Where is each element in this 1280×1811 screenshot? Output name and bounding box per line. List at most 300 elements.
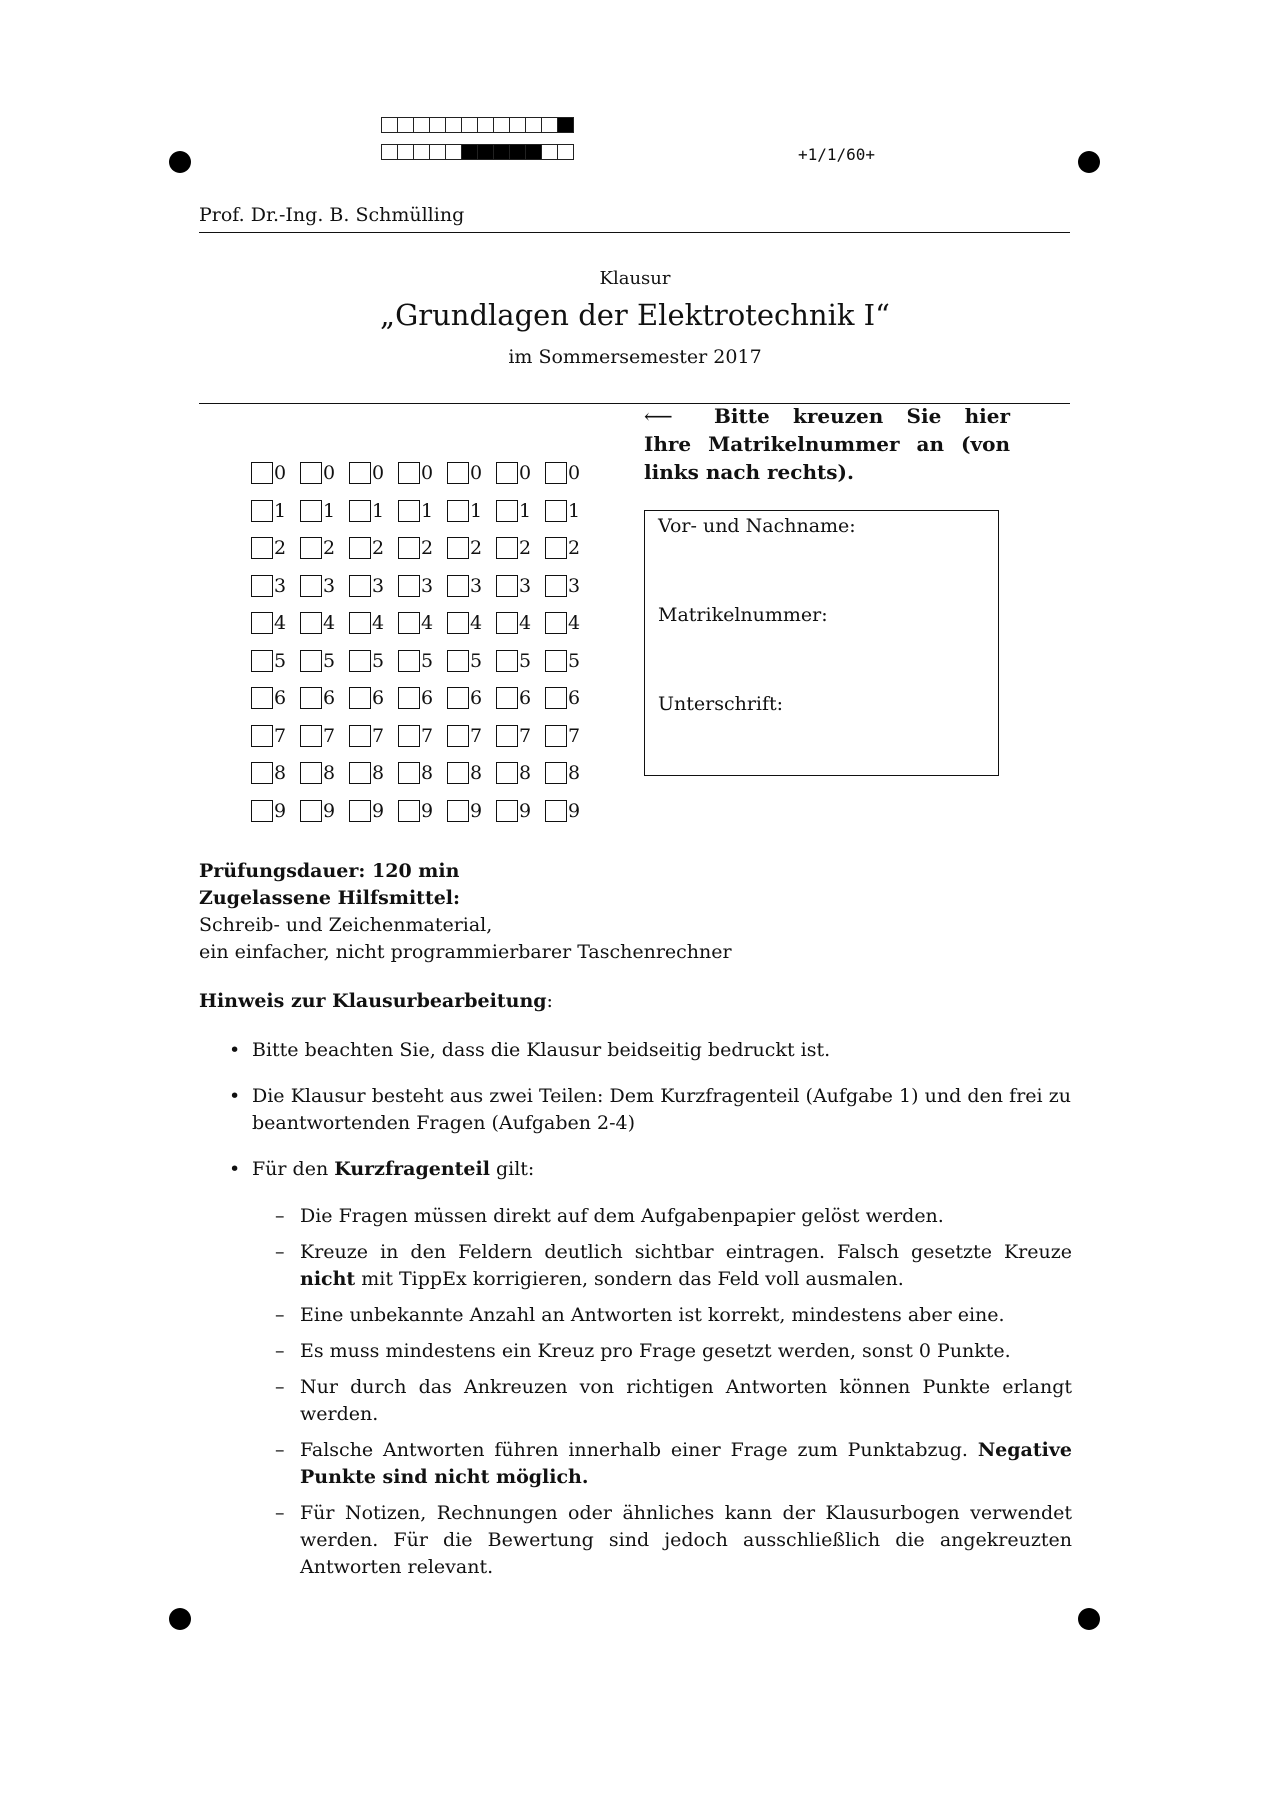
matrikel-digit-label: 2 — [470, 537, 483, 559]
matrikel-row — [251, 500, 594, 538]
matrikel-checkbox[interactable] — [251, 725, 273, 747]
matrikel-cell — [251, 500, 300, 522]
matrikel-digit-label: 3 — [519, 574, 532, 597]
matrikel-digit-label: 7 — [421, 724, 434, 747]
barcode-cell — [541, 144, 558, 160]
matrikel-digit-label: 9 — [274, 799, 287, 822]
name-field-label: Vor- und Nachname: — [658, 515, 856, 537]
matrikel-cell — [447, 500, 496, 522]
bullet-icon: • — [229, 1158, 241, 1180]
matrikel-digit-label: 9 — [372, 799, 385, 822]
matrikel-digit-label: 1 — [372, 499, 385, 522]
matrikel-cell — [300, 725, 349, 747]
matrikel-checkbox[interactable] — [398, 762, 420, 784]
bullet-icon: • — [229, 1085, 241, 1107]
barcode-cell — [381, 144, 398, 160]
matrikel-digit-label: 7 — [519, 724, 532, 747]
bullet-text-bold: Kurzfragenteil — [334, 1158, 490, 1180]
matrikel-digit-label: 6 — [274, 687, 287, 709]
matrikel-digit-label: 0 — [421, 462, 434, 484]
registration-mark-top-right — [1078, 151, 1100, 173]
matrikel-cell — [398, 800, 447, 822]
matrikel-cell — [251, 575, 300, 597]
matrikel-cell — [349, 762, 398, 784]
matrikel-checkbox[interactable] — [300, 612, 322, 634]
matrikel-cell — [398, 462, 447, 484]
matrikel-digit-label: 0 — [519, 462, 532, 484]
matrikel-checkbox[interactable] — [300, 500, 322, 522]
bullet-text-post: gilt: — [489, 1158, 535, 1180]
matrikel-digit-label: 1 — [421, 499, 434, 522]
matrikel-checkbox[interactable] — [496, 612, 518, 634]
matrikel-checkbox[interactable] — [496, 537, 518, 559]
matrikel-digit-label: 5 — [470, 649, 483, 672]
dash-icon: – — [275, 1502, 285, 1524]
author: Prof. Dr.-Ing. B. Schmülling — [199, 204, 465, 226]
hint-heading-colon: : — [546, 990, 553, 1012]
matrikel-checkbox[interactable] — [300, 462, 322, 484]
matrikel-checkbox[interactable] — [447, 537, 469, 559]
matrikel-checkbox[interactable] — [251, 500, 273, 522]
matrikel-checkbox[interactable] — [496, 762, 518, 784]
matrikel-checkbox[interactable] — [300, 800, 322, 822]
matrikel-digit-label: 5 — [568, 649, 581, 672]
matrikel-cell — [447, 687, 496, 709]
matrikel-checkbox[interactable] — [251, 537, 273, 559]
matrikel-digit-label: 9 — [421, 799, 434, 822]
matrikel-checkbox[interactable] — [545, 687, 567, 709]
bullet-icon: • — [229, 1039, 241, 1061]
exam-semester: im Sommersemester 2017 — [508, 346, 762, 368]
list-item — [225, 1083, 1071, 1137]
barcode-cell — [477, 117, 494, 133]
barcode-cell — [429, 117, 446, 133]
matrikel-cell — [545, 762, 594, 784]
matrikel-checkbox[interactable] — [300, 537, 322, 559]
matrikel-checkbox[interactable] — [251, 800, 273, 822]
matrikel-cell — [447, 725, 496, 747]
rule-text-pre: Kreuze in den Feldern deutlich sichtbar eintragen. Falsch gesetzte Kreuze — [300, 1241, 1072, 1263]
matrikel-checkbox[interactable] — [545, 537, 567, 559]
matrikel-row — [251, 650, 594, 688]
matrikel-checkbox[interactable] — [447, 762, 469, 784]
matrikel-checkbox[interactable] — [496, 462, 518, 484]
matrikel-digit-label: 8 — [519, 762, 532, 784]
matrikel-checkbox[interactable] — [251, 612, 273, 634]
matrikel-cell — [251, 725, 300, 747]
matrikel-checkbox[interactable] — [545, 762, 567, 784]
matrikel-cell — [398, 575, 447, 597]
signature-field-label: Unterschrift: — [658, 693, 784, 715]
matrikel-digit-label: 9 — [323, 799, 336, 822]
matrikel-checkbox[interactable] — [398, 537, 420, 559]
matrikel-cell — [251, 462, 300, 484]
matrikel-cell — [545, 575, 594, 597]
matrikel-checkbox[interactable] — [349, 612, 371, 634]
matrikel-digit-label: 2 — [274, 537, 287, 559]
matrikel-digit-label: 7 — [470, 724, 483, 747]
matrikel-digit-label: 7 — [568, 724, 581, 747]
hint-heading — [199, 990, 553, 1012]
matrikel-row — [251, 725, 594, 763]
matrikel-digit-label: 6 — [372, 687, 385, 709]
matrikel-checkbox[interactable] — [447, 650, 469, 672]
matrikel-digit-label: 0 — [274, 462, 287, 484]
list-item — [275, 1203, 1072, 1230]
matrikel-digit-label: 3 — [323, 574, 336, 597]
matrikel-checkbox[interactable] — [398, 725, 420, 747]
matrikel-cell — [447, 575, 496, 597]
dash-icon: – — [275, 1376, 285, 1398]
rule-text: Eine unbekannte Anzahl an Antworten ist korrekt, mindestens aber eine. — [300, 1304, 1005, 1326]
matrikel-checkbox[interactable] — [398, 500, 420, 522]
matrikel-checkbox[interactable] — [349, 500, 371, 522]
matrikel-digit-label: 6 — [568, 687, 581, 709]
matrikel-row — [251, 537, 594, 575]
matrikel-cell — [447, 762, 496, 784]
matrikel-digit-label: 9 — [568, 799, 581, 822]
barcode-cell — [445, 117, 462, 133]
matrikel-digit-label: 4 — [421, 612, 434, 634]
matrikel-cell — [496, 687, 545, 709]
matrikel-cell — [300, 575, 349, 597]
matrikel-cell — [496, 800, 545, 822]
matrikel-digit-label: 1 — [519, 499, 532, 522]
matrikel-digit-label: 4 — [323, 612, 336, 634]
matrikel-cell — [300, 687, 349, 709]
matrikel-cell — [545, 462, 594, 484]
matrikel-checkbox[interactable] — [447, 800, 469, 822]
name-box — [644, 510, 999, 776]
matrikel-cell — [496, 612, 545, 634]
matrikel-cell — [300, 762, 349, 784]
matrikel-cell — [251, 687, 300, 709]
matrikel-row — [251, 687, 594, 725]
rule-text-pre: Falsche Antworten führen innerhalb einer Frage zum Punktabzug. — [300, 1439, 978, 1461]
matrikel-checkbox[interactable] — [545, 725, 567, 747]
matrikel-cell — [300, 500, 349, 522]
matrikel-cell — [349, 612, 398, 634]
bullet-text: Die Klausur besteht aus zwei Teilen: Dem Kurzfragenteil (Aufgabe 1) und den frei zu beantwortenden Fragen (Aufgaben 2-4) — [252, 1085, 1071, 1134]
matrikel-checkbox[interactable] — [398, 575, 420, 597]
short-question-rules — [275, 1203, 1072, 1590]
matrikel-row — [251, 762, 594, 800]
matrikel-checkbox[interactable] — [300, 575, 322, 597]
dash-icon: – — [275, 1241, 285, 1263]
list-item — [225, 1156, 1071, 1183]
matrikel-cell — [398, 687, 447, 709]
list-item — [275, 1239, 1072, 1293]
matrikel-digit-label: 3 — [274, 574, 287, 597]
matrikel-cell — [496, 500, 545, 522]
matrikel-digit-label: 7 — [274, 724, 287, 747]
matrikel-checkbox[interactable] — [300, 687, 322, 709]
matrikel-digit-label: 8 — [274, 762, 287, 784]
matrikel-digit-label: 5 — [372, 649, 385, 672]
matrikel-cell — [300, 800, 349, 822]
matrikel-digit-label: 5 — [274, 649, 287, 672]
matrikel-digit-label: 0 — [372, 462, 385, 484]
matrikel-cell — [545, 687, 594, 709]
dash-icon: – — [275, 1340, 285, 1362]
matrikel-cell — [349, 575, 398, 597]
list-item — [275, 1437, 1072, 1491]
bullet-text: Bitte beachten Sie, dass die Klausur beidseitig bedruckt ist. — [252, 1039, 831, 1061]
matrikel-cell — [349, 687, 398, 709]
exam-type: Klausur — [599, 268, 671, 289]
matrikel-cell — [251, 650, 300, 672]
exam-duration: Prüfungsdauer: 120 min — [199, 860, 460, 882]
barcode-cell — [493, 144, 510, 160]
matrikel-cell — [349, 800, 398, 822]
matrikel-checkbox[interactable] — [496, 575, 518, 597]
matrikel-cell — [398, 537, 447, 559]
barcode-cell — [557, 117, 574, 133]
matrikel-cell — [300, 650, 349, 672]
matrikel-row — [251, 462, 594, 500]
matrikel-checkbox[interactable] — [398, 612, 420, 634]
matrikel-cell — [349, 500, 398, 522]
matrikel-cell — [398, 762, 447, 784]
registration-mark-bottom-right — [1078, 1608, 1100, 1630]
barcode-cell — [445, 144, 462, 160]
matrikel-digit-label: 4 — [519, 612, 532, 634]
matrikel-checkbox[interactable] — [398, 687, 420, 709]
matrikel-cell — [251, 762, 300, 784]
matrikel-checkbox[interactable] — [496, 650, 518, 672]
matrikel-checkbox[interactable] — [349, 462, 371, 484]
matrikel-checkbox[interactable] — [300, 762, 322, 784]
matrikel-cell — [496, 650, 545, 672]
rule-text-post: mit TippEx korrigieren, sondern das Feld voll ausmalen. — [355, 1268, 904, 1290]
matrikel-checkbox[interactable] — [545, 575, 567, 597]
exam-title: „Grundlagen der Elektrotechnik I“ — [380, 298, 890, 332]
matrikel-row — [251, 612, 594, 650]
matrikel-digit-label: 2 — [372, 537, 385, 559]
matrikel-checkbox[interactable] — [398, 800, 420, 822]
matrikel-checkbox[interactable] — [447, 500, 469, 522]
matrikel-row — [251, 575, 594, 613]
matrikel-digit-label: 2 — [323, 537, 336, 559]
matrikel-checkbox[interactable] — [349, 537, 371, 559]
matrikel-cell — [398, 500, 447, 522]
matrikel-digit-label: 4 — [470, 612, 483, 634]
matrikel-cell — [251, 800, 300, 822]
matrikel-checkbox[interactable] — [545, 800, 567, 822]
rule-text: Es muss mindestens ein Kreuz pro Frage gesetzt werden, sonst 0 Punkte. — [300, 1340, 1011, 1362]
matrikel-checkbox[interactable] — [545, 500, 567, 522]
list-item — [275, 1338, 1072, 1365]
matrikel-grid — [251, 462, 594, 837]
matrikel-checkbox[interactable] — [447, 725, 469, 747]
matrikel-cell — [545, 725, 594, 747]
dash-icon: – — [275, 1439, 285, 1461]
matrikel-digit-label: 0 — [568, 462, 581, 484]
matrikel-checkbox[interactable] — [349, 800, 371, 822]
matrikel-instruction — [644, 402, 1010, 486]
matrikel-cell — [447, 537, 496, 559]
matrikel-digit-label: 1 — [568, 499, 581, 522]
matrikel-digit-label: 2 — [421, 537, 434, 559]
list-item — [275, 1374, 1072, 1428]
rule-text-bold: Negative Punkte sind nicht möglich. — [300, 1439, 1072, 1488]
list-item — [275, 1500, 1072, 1581]
barcode-cell — [509, 144, 526, 160]
matrikel-digit-label: 2 — [519, 537, 532, 559]
page-code: +1/1/60+ — [798, 145, 876, 164]
matrikel-digit-label: 1 — [274, 499, 287, 522]
matrikel-digit-label: 3 — [470, 574, 483, 597]
matrikel-cell — [496, 462, 545, 484]
matrikel-digit-label: 3 — [372, 574, 385, 597]
barcode-cell — [381, 117, 398, 133]
matrikel-checkbox[interactable] — [349, 575, 371, 597]
exam-info — [199, 858, 732, 966]
matrikel-cell — [398, 612, 447, 634]
barcode-cell — [525, 144, 542, 160]
matrikel-digit-label: 7 — [323, 724, 336, 747]
barcode-cell — [477, 144, 494, 160]
matrikel-cell — [496, 537, 545, 559]
matrikel-cell — [300, 537, 349, 559]
matrikel-cell — [545, 800, 594, 822]
matrikel-checkbox[interactable] — [349, 687, 371, 709]
matrikel-checkbox[interactable] — [398, 462, 420, 484]
bullet-text-pre: Für den — [252, 1158, 335, 1180]
matrikel-digit-label: 7 — [372, 724, 385, 747]
matrikel-cell — [447, 800, 496, 822]
matrikel-digit-label: 9 — [519, 799, 532, 822]
barcode-cell — [413, 144, 430, 160]
matrikel-row — [251, 800, 594, 838]
barcode-cell — [557, 144, 574, 160]
matrikel-cell — [251, 612, 300, 634]
matrikel-digit-label: 4 — [274, 612, 287, 634]
dash-icon: – — [275, 1304, 285, 1326]
hint-heading-text: Hinweis zur Klausurbearbeitung — [199, 990, 547, 1012]
barcode-cell — [413, 117, 430, 133]
matrikel-checkbox[interactable] — [496, 687, 518, 709]
matrikel-checkbox[interactable] — [251, 687, 273, 709]
matrikel-checkbox[interactable] — [300, 650, 322, 672]
matrikel-digit-label: 3 — [421, 574, 434, 597]
matrikel-cell — [251, 537, 300, 559]
matrikel-digit-label: 8 — [470, 762, 483, 784]
matrikel-cell — [398, 725, 447, 747]
matrikel-checkbox[interactable] — [251, 462, 273, 484]
matrikel-checkbox[interactable] — [349, 725, 371, 747]
rule-text: Die Fragen müssen direkt auf dem Aufgabenpapier gelöst werden. — [300, 1205, 944, 1227]
page-barcode-row-1 — [381, 117, 573, 133]
barcode-cell — [493, 117, 510, 133]
list-item — [275, 1302, 1072, 1329]
dash-icon: – — [275, 1205, 285, 1227]
matrikel-cell — [349, 537, 398, 559]
matrikel-checkbox[interactable] — [545, 650, 567, 672]
matrikel-cell — [398, 650, 447, 672]
matrikel-digit-label: 0 — [470, 462, 483, 484]
aids-line-2: ein einfacher, nicht programmierbarer Taschenrechner — [199, 941, 732, 963]
matrikel-digit-label: 9 — [470, 799, 483, 822]
matrikel-checkbox[interactable] — [447, 687, 469, 709]
matrikel-checkbox[interactable] — [496, 500, 518, 522]
matrikel-cell — [545, 500, 594, 522]
page-barcode-row-2 — [381, 144, 573, 160]
matrikel-digit-label: 6 — [323, 687, 336, 709]
matrikel-cell — [496, 725, 545, 747]
matrikel-cell — [300, 612, 349, 634]
list-item — [225, 1037, 1071, 1064]
barcode-cell — [461, 117, 478, 133]
matrikel-checkbox[interactable] — [349, 762, 371, 784]
matrikel-digit-label: 2 — [568, 537, 581, 559]
registration-mark-bottom-left — [169, 1608, 191, 1630]
aids-line-1: Schreib- und Zeichenmaterial, — [199, 914, 493, 936]
matrikel-checkbox[interactable] — [349, 650, 371, 672]
matrikel-digit-label: 6 — [421, 687, 434, 709]
matrikel-checkbox[interactable] — [545, 462, 567, 484]
barcode-cell — [397, 117, 414, 133]
matrikel-digit-label: 6 — [519, 687, 532, 709]
barcode-cell — [509, 117, 526, 133]
matrikel-digit-label: 8 — [421, 762, 434, 784]
matrikel-cell — [545, 612, 594, 634]
matrikel-cell — [447, 612, 496, 634]
barcode-cell — [461, 144, 478, 160]
matrikel-cell — [545, 537, 594, 559]
matrikel-cell — [496, 762, 545, 784]
matrikel-cell — [349, 650, 398, 672]
matrikel-checkbox[interactable] — [447, 462, 469, 484]
matrikel-digit-label: 1 — [323, 499, 336, 522]
barcode-cell — [525, 117, 542, 133]
matrikel-cell — [447, 650, 496, 672]
matrikel-digit-label: 8 — [323, 762, 336, 784]
matrikel-digit-label: 8 — [372, 762, 385, 784]
matrikel-digit-label: 4 — [372, 612, 385, 634]
matrikel-cell — [545, 650, 594, 672]
matrikel-checkbox[interactable] — [251, 650, 273, 672]
matrikel-digit-label: 5 — [421, 649, 434, 672]
matrikel-digit-label: 0 — [323, 462, 336, 484]
matrikel-checkbox[interactable] — [251, 575, 273, 597]
matrikel-instruction-text: Bitte kreuzen Sie hier Ihre Matrikelnummer an (von links nach rechts). — [644, 404, 1010, 484]
matrikel-checkbox[interactable] — [398, 650, 420, 672]
matrikel-digit-label: 1 — [470, 499, 483, 522]
matrikel-checkbox[interactable] — [251, 762, 273, 784]
matrikel-checkbox[interactable] — [496, 725, 518, 747]
matrikel-checkbox[interactable] — [447, 612, 469, 634]
matrikel-field-label: Matrikelnummer: — [658, 604, 828, 626]
matrikel-digit-label: 8 — [568, 762, 581, 784]
matrikel-checkbox[interactable] — [496, 800, 518, 822]
matrikel-digit-label: 5 — [519, 649, 532, 672]
rule-text: Nur durch das Ankreuzen von richtigen Antworten können Punkte erlangt werden. — [300, 1376, 1072, 1425]
registration-mark-top-left — [169, 151, 191, 173]
barcode-cell — [429, 144, 446, 160]
matrikel-digit-label: 3 — [568, 574, 581, 597]
matrikel-checkbox[interactable] — [447, 575, 469, 597]
arrow-left-icon: ⟵ — [644, 404, 673, 428]
matrikel-cell — [300, 462, 349, 484]
barcode-cell — [541, 117, 558, 133]
header-divider — [199, 232, 1070, 233]
barcode-cell — [397, 144, 414, 160]
aids-heading: Zugelassene Hilfsmittel: — [199, 887, 461, 909]
matrikel-checkbox[interactable] — [300, 725, 322, 747]
matrikel-checkbox[interactable] — [545, 612, 567, 634]
matrikel-digit-label: 5 — [323, 649, 336, 672]
